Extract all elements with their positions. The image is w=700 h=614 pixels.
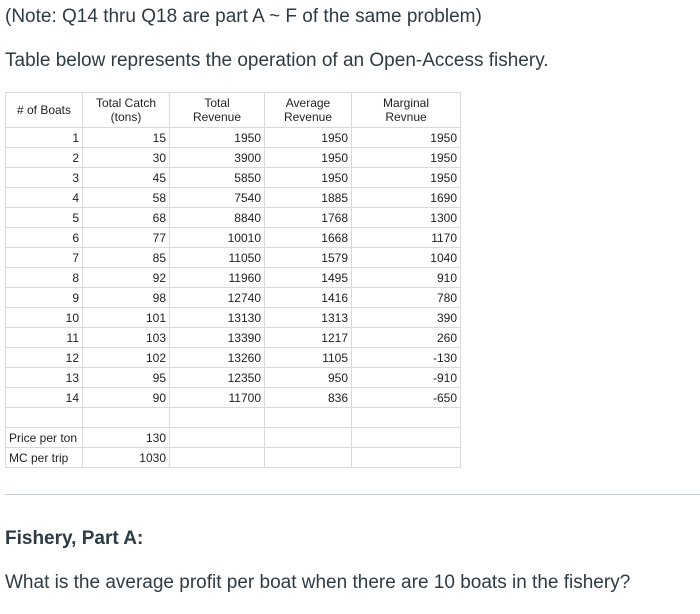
table-cell: 2 <box>6 148 83 168</box>
table-cell: 102 <box>83 348 170 368</box>
table-cell: 1950 <box>352 148 461 168</box>
table-cell: 1950 <box>170 128 265 148</box>
table-cell: 1668 <box>265 228 352 248</box>
table-cell: 780 <box>352 288 461 308</box>
table-cell: 10 <box>6 308 83 328</box>
table-row <box>6 308 461 328</box>
table-cell: 13390 <box>170 328 265 348</box>
table-cell: 13260 <box>170 348 265 368</box>
param-row <box>6 448 461 468</box>
table-cell: 13 <box>6 368 83 388</box>
table-cell: 45 <box>83 168 170 188</box>
table-cell: 1170 <box>352 228 461 248</box>
header-line: Revenue <box>192 110 242 124</box>
header-line: Average <box>285 96 331 110</box>
blank-cell <box>170 408 265 428</box>
table-cell: 1105 <box>265 348 352 368</box>
table-cell: 1885 <box>265 188 352 208</box>
table-cell: 85 <box>83 248 170 268</box>
intro-text: Table below represents the operation of an Open-Access fishery. <box>5 50 549 71</box>
table-cell: 12740 <box>170 288 265 308</box>
header-line: (tons) <box>110 110 142 124</box>
header-line: Revenue <box>283 110 333 124</box>
table-cell: -130 <box>352 348 461 368</box>
table-cell: 1950 <box>265 168 352 188</box>
table-cell: 11050 <box>170 248 265 268</box>
header-line: Marginal <box>382 96 430 110</box>
table-cell: 12350 <box>170 368 265 388</box>
param-label: MC per trip <box>6 448 83 468</box>
header-total-catch <box>83 93 170 128</box>
header-average-revenue <box>265 93 352 128</box>
blank-cell <box>6 408 83 428</box>
table-cell: 1300 <box>352 208 461 228</box>
param-value: 1030 <box>83 448 170 468</box>
table-cell: 1416 <box>265 288 352 308</box>
table-cell: 1217 <box>265 328 352 348</box>
table-cell: 3900 <box>170 148 265 168</box>
blank-cell <box>83 408 170 428</box>
fishery-table-container <box>5 92 461 468</box>
table-cell: 6 <box>6 228 83 248</box>
table-cell: 92 <box>83 268 170 288</box>
table-cell: 3 <box>6 168 83 188</box>
table-cell: 11 <box>6 328 83 348</box>
table-cell: 836 <box>265 388 352 408</box>
empty-cell <box>265 448 352 468</box>
table-cell: 1 <box>6 128 83 148</box>
table-cell: 1495 <box>265 268 352 288</box>
table-cell: 58 <box>83 188 170 208</box>
table-cell: 12 <box>6 348 83 368</box>
blank-cell <box>352 408 461 428</box>
table-cell: 1950 <box>352 168 461 188</box>
table-row <box>6 248 461 268</box>
table-cell: 95 <box>83 368 170 388</box>
table-cell: 98 <box>83 288 170 308</box>
table-row <box>6 348 461 368</box>
table-cell: 1690 <box>352 188 461 208</box>
note-text: (Note: Q14 thru Q18 are part A ~ F of the same problem) <box>5 6 482 27</box>
empty-cell <box>170 428 265 448</box>
table-row <box>6 328 461 348</box>
table-cell: 77 <box>83 228 170 248</box>
header-line: Revnue <box>385 110 427 124</box>
table-row <box>6 368 461 388</box>
table-cell: 30 <box>83 148 170 168</box>
param-row <box>6 428 461 448</box>
table-cell: 7 <box>6 248 83 268</box>
header-line: Total Catch <box>95 96 157 110</box>
table-row <box>6 148 461 168</box>
table-row <box>6 168 461 188</box>
table-row <box>6 208 461 228</box>
question-text: What is the average profit per boat when there are 10 boats in the fishery? <box>5 572 631 593</box>
header-line: Total <box>204 96 230 110</box>
table-cell: -910 <box>352 368 461 388</box>
param-value: 130 <box>83 428 170 448</box>
table-cell: 8840 <box>170 208 265 228</box>
table-cell: 1768 <box>265 208 352 228</box>
table-row <box>6 388 461 408</box>
empty-cell <box>170 448 265 468</box>
header-boats-label: # of Boats <box>16 103 72 117</box>
table-cell: 5850 <box>170 168 265 188</box>
table-cell: 390 <box>352 308 461 328</box>
table-cell: 8 <box>6 268 83 288</box>
table-cell: 11960 <box>170 268 265 288</box>
part-title: Fishery, Part A: <box>5 528 144 549</box>
table-cell: 14 <box>6 388 83 408</box>
table-cell: 1579 <box>265 248 352 268</box>
table-cell: 10010 <box>170 228 265 248</box>
blank-row <box>6 408 461 428</box>
table-cell: 9 <box>6 288 83 308</box>
table-cell: 1950 <box>265 148 352 168</box>
table-body <box>6 128 461 468</box>
table-cell: 260 <box>352 328 461 348</box>
table-cell: -650 <box>352 388 461 408</box>
table-cell: 4 <box>6 188 83 208</box>
table-cell: 1313 <box>265 308 352 328</box>
fishery-table <box>5 92 461 468</box>
table-row <box>6 188 461 208</box>
table-cell: 7540 <box>170 188 265 208</box>
empty-cell <box>352 428 461 448</box>
table-cell: 101 <box>83 308 170 328</box>
table-cell: 11700 <box>170 388 265 408</box>
table-row <box>6 128 461 148</box>
table-cell: 950 <box>265 368 352 388</box>
table-cell: 15 <box>83 128 170 148</box>
section-divider <box>5 494 700 495</box>
table-cell: 5 <box>6 208 83 228</box>
header-marginal-revenue <box>352 93 461 128</box>
table-row <box>6 288 461 308</box>
empty-cell <box>352 448 461 468</box>
header-total-revenue <box>170 93 265 128</box>
param-label: Price per ton <box>6 428 83 448</box>
table-cell: 1950 <box>352 128 461 148</box>
table-cell: 90 <box>83 388 170 408</box>
table-cell: 1950 <box>265 128 352 148</box>
table-cell: 103 <box>83 328 170 348</box>
table-cell: 1040 <box>352 248 461 268</box>
header-row <box>6 93 461 128</box>
table-row <box>6 228 461 248</box>
empty-cell <box>265 428 352 448</box>
header-boats <box>6 93 83 128</box>
blank-cell <box>265 408 352 428</box>
table-cell: 68 <box>83 208 170 228</box>
table-cell: 910 <box>352 268 461 288</box>
table-row <box>6 268 461 288</box>
table-cell: 13130 <box>170 308 265 328</box>
